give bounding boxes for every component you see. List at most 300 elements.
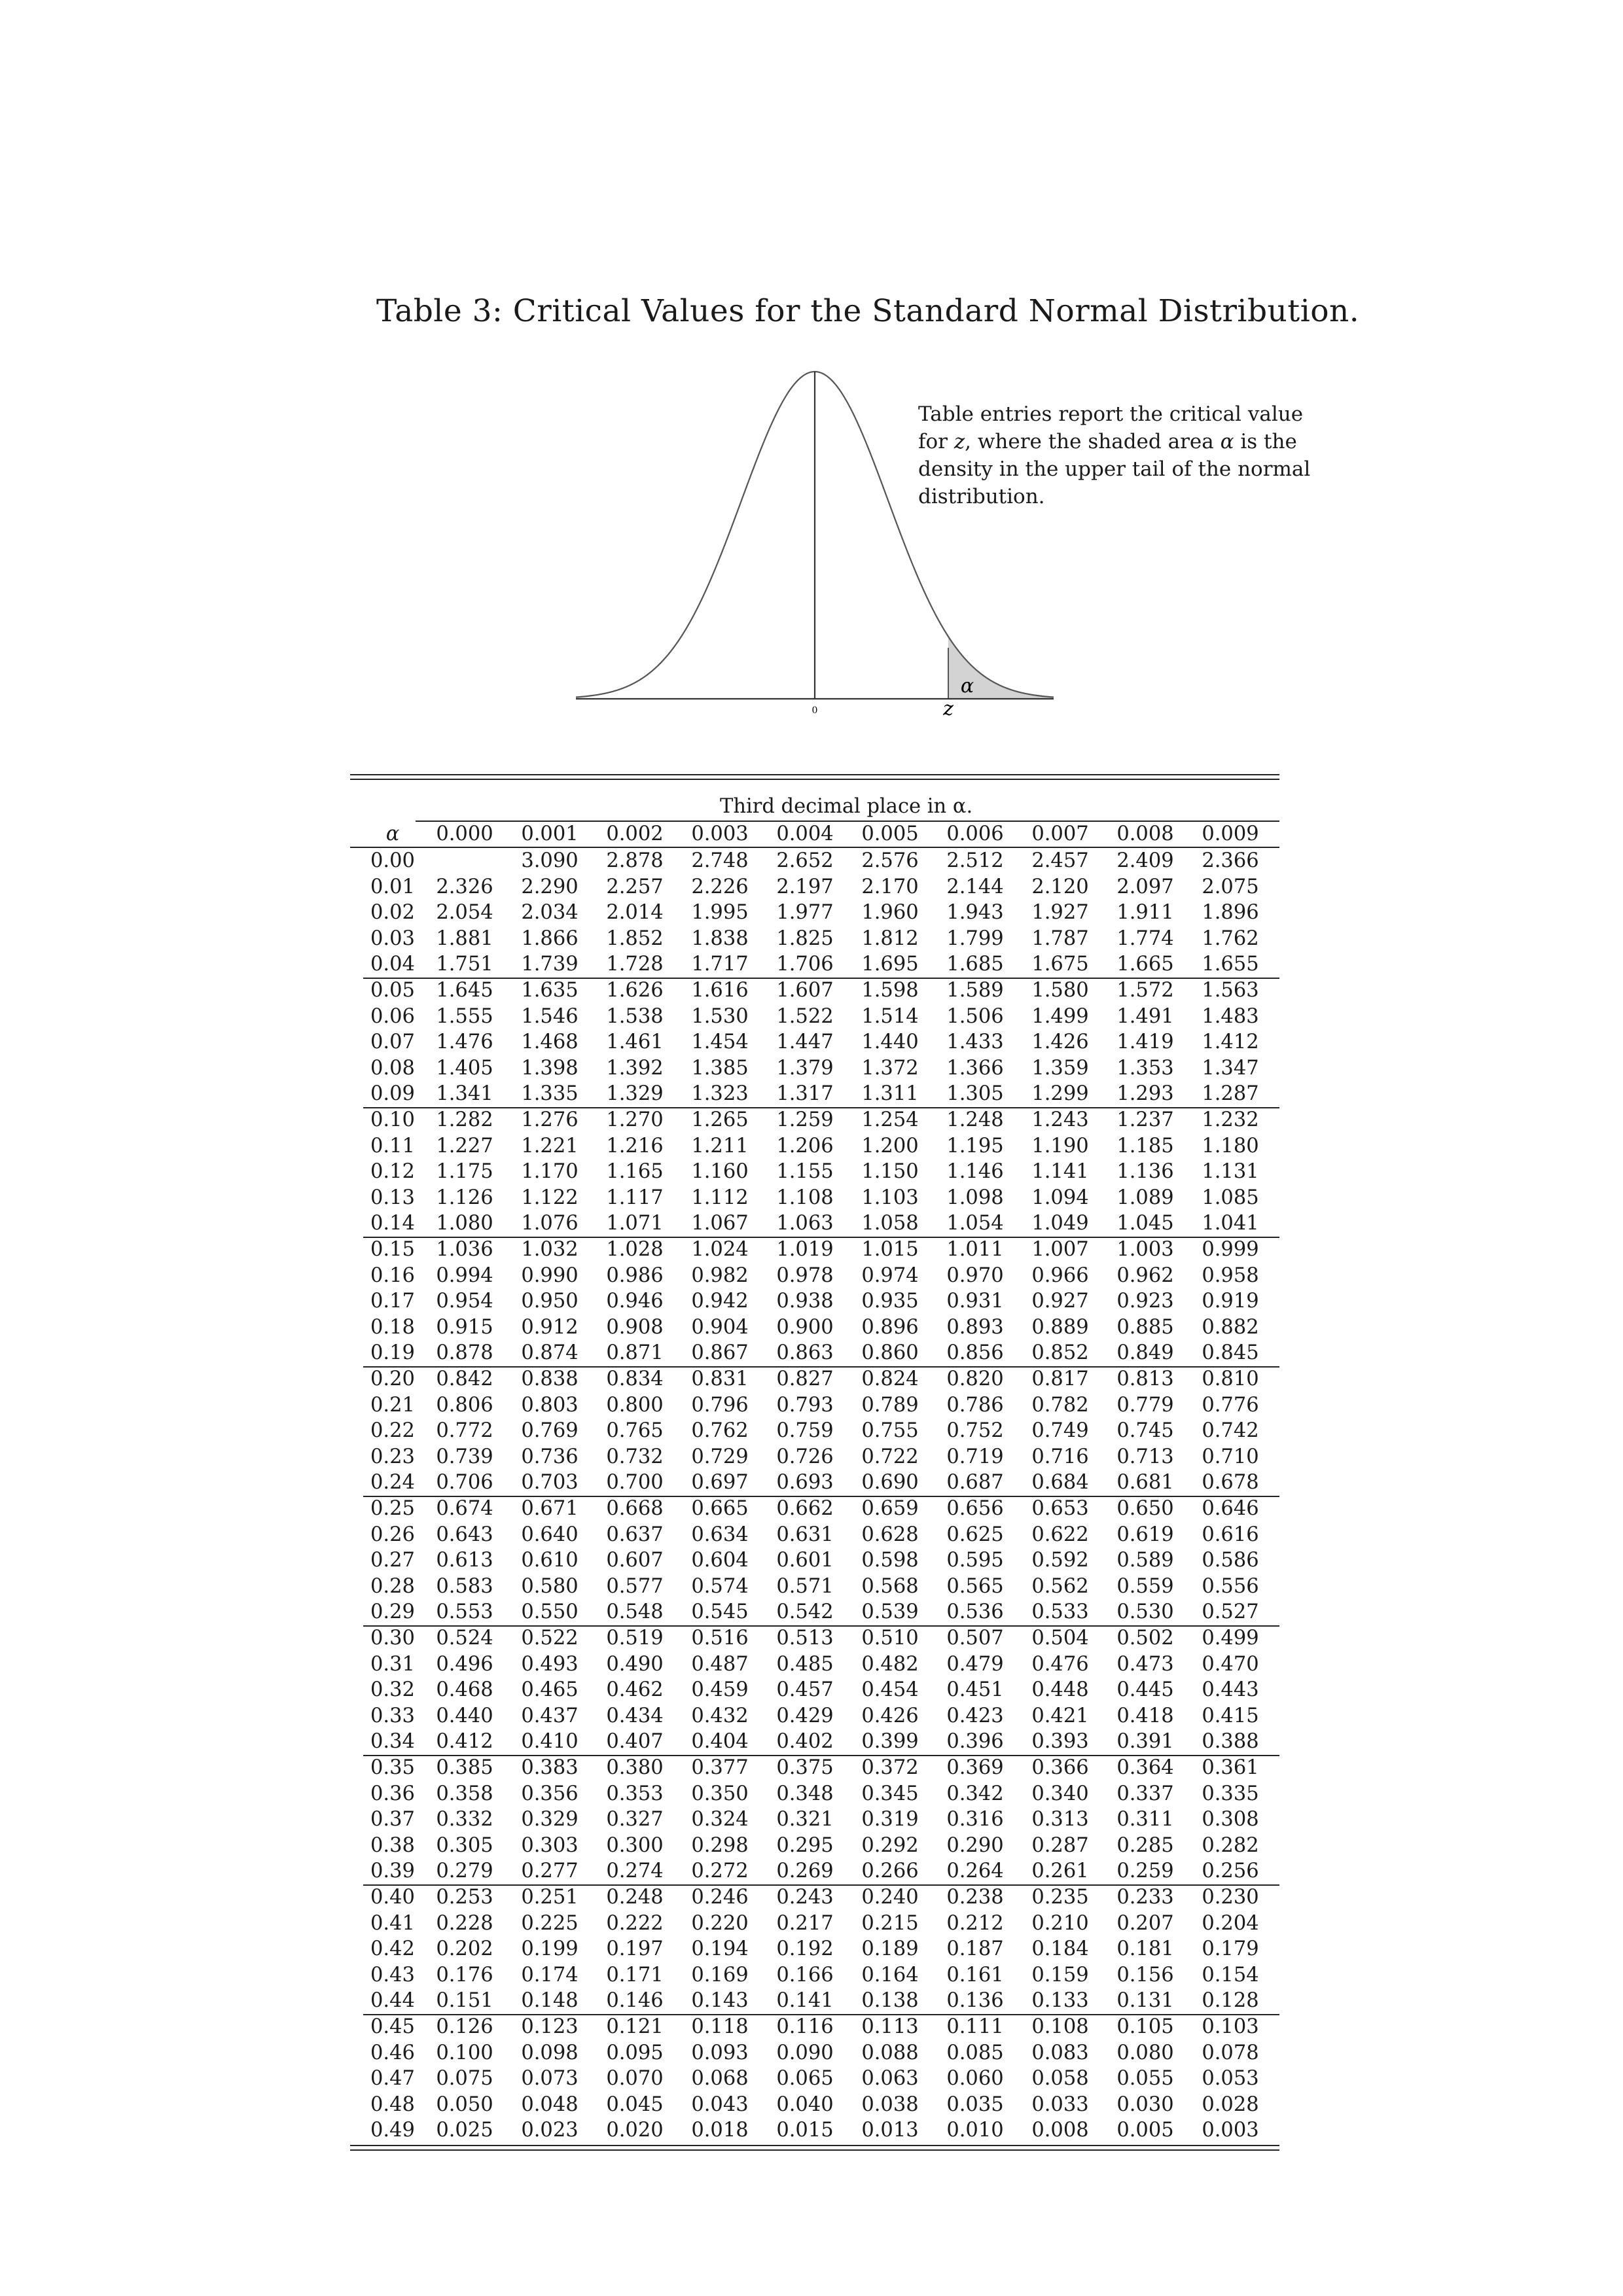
critical-value-cell: 0.316 [946,1808,1004,1831]
critical-value-cell: 1.036 [436,1238,493,1261]
alpha-value: 0.19 [370,1341,415,1365]
critical-value-cell: 0.235 [1031,1886,1089,1909]
critical-value-cell: 0.810 [1202,1368,1259,1390]
critical-value-cell: 0.055 [1116,2067,1174,2091]
critical-value-cell: 1.728 [606,953,664,976]
alpha-value: 0.10 [370,1108,415,1131]
critical-value-cell: 0.719 [946,1445,1004,1468]
critical-value-cell: 0.893 [946,1315,1004,1339]
critical-value-cell: 0.982 [691,1263,749,1287]
critical-value-cell: 0.565 [946,1574,1004,1598]
critical-value-cell: 0.507 [946,1627,1004,1650]
critical-value-cell: 0.634 [691,1523,749,1546]
critical-value-cell: 1.616 [691,979,749,1002]
critical-value-cell: 0.313 [1031,1808,1089,1831]
critical-value-cell: 1.076 [521,1212,579,1235]
critical-value-cell: 0.958 [1202,1263,1259,1287]
critical-value-cell: 0.319 [861,1808,919,1831]
critical-value-cell: 0.789 [861,1393,919,1417]
critical-value-cell: 2.409 [1116,849,1174,872]
alpha-value: 0.35 [370,1756,415,1779]
critical-value-cell: 0.502 [1116,1627,1174,1650]
critical-value-cell: 1.762 [1202,927,1259,950]
critical-value-cell: 0.625 [946,1523,1004,1546]
alpha-value: 0.08 [370,1056,415,1080]
critical-value-cell: 0.831 [691,1368,749,1390]
critical-value-cell: 0.693 [776,1471,834,1494]
critical-value-cell: 0.308 [1202,1808,1259,1831]
critical-value-cell: 0.116 [776,2015,834,2038]
critical-value-cell: 0.300 [606,1833,664,1857]
critical-value-cell: 0.269 [776,1860,834,1883]
critical-value-cell: 0.053 [1202,2067,1259,2091]
table-row [350,1884,1279,1910]
critical-value-cell: 0.174 [521,1963,579,1987]
critical-value-cell: 1.028 [606,1238,664,1261]
critical-value-cell: 0.426 [861,1704,919,1727]
critical-value-cell: 0.665 [691,1497,749,1520]
alpha-value: 0.38 [370,1833,415,1857]
critical-value-cell: 0.290 [946,1833,1004,1857]
critical-value-cell: 0.462 [606,1678,664,1702]
critical-value-cell: 0.671 [521,1497,579,1520]
critical-value-cell: 0.332 [436,1808,493,1831]
critical-value-cell: 0.856 [946,1341,1004,1365]
span-header: Third decimal place in α. [720,795,973,818]
critical-value-cell: 1.227 [436,1134,493,1157]
top-rule-inner [350,779,1279,780]
critical-value-cell: 1.024 [691,1238,749,1261]
critical-value-cell: 0.372 [861,1756,919,1779]
critical-value-cell: 0.443 [1202,1678,1259,1702]
critical-value-cell: 0.490 [606,1652,664,1676]
critical-value-cell: 0.348 [776,1782,834,1805]
table-row [350,900,1279,925]
alpha-value: 0.36 [370,1782,415,1805]
critical-value-cell: 0.519 [606,1627,664,1650]
critical-value-cell: 1.317 [776,1082,834,1106]
critical-value-cell: 0.003 [1202,2119,1259,2142]
alpha-column-header: α [385,822,400,845]
bottom-rule [350,2145,1279,2146]
critical-value-cell: 2.014 [606,901,664,925]
alpha-value: 0.06 [370,1004,415,1028]
column-header-4: 0.004 [776,822,834,845]
critical-value-cell: 1.372 [861,1056,919,1080]
critical-value-cell: 0.950 [521,1290,579,1313]
alpha-value: 0.39 [370,1860,415,1883]
critical-value-cell: 1.825 [776,927,834,950]
critical-value-cell: 0.105 [1116,2015,1174,2038]
critical-value-cell: 0.990 [521,1263,579,1287]
critical-value-cell: 0.915 [436,1315,493,1339]
critical-value-cell: 1.117 [606,1186,664,1209]
critical-value-cell: 0.423 [946,1704,1004,1727]
alpha-value: 0.22 [370,1419,415,1443]
critical-value-cell: 0.207 [1116,1911,1174,1935]
critical-value-cell: 0.364 [1116,1756,1174,1779]
table-row [350,1366,1279,1392]
critical-value-cell: 1.108 [776,1186,834,1209]
critical-value-cell: 1.447 [776,1031,834,1054]
critical-value-cell: 1.122 [521,1186,579,1209]
critical-value-cell: 0.228 [436,1911,493,1935]
column-header-8: 0.008 [1116,822,1174,845]
critical-value-cell: 0.863 [776,1341,834,1365]
critical-value-cell: 0.078 [1202,2041,1259,2064]
critical-value-cell: 0.553 [436,1600,493,1624]
alpha-value: 0.28 [370,1574,415,1598]
critical-value-cell: 2.075 [1202,875,1259,898]
critical-value-cell: 0.345 [861,1782,919,1805]
critical-value-cell: 0.938 [776,1290,834,1313]
alpha-value: 0.26 [370,1523,415,1546]
table-row [350,1496,1279,1521]
critical-value-cell: 0.169 [691,1963,749,1987]
table-row [350,2040,1279,2066]
critical-value-cell: 1.685 [946,953,1004,976]
critical-value-cell: 0.852 [1031,1341,1089,1365]
critical-value-cell: 1.089 [1116,1186,1174,1209]
alpha-value: 0.11 [370,1134,415,1157]
table-row [350,1418,1279,1443]
critical-value-cell: 0.253 [436,1886,493,1909]
critical-value-cell: 0.919 [1202,1290,1259,1313]
critical-value-cell: 0.912 [521,1315,579,1339]
table-row [350,1599,1279,1625]
table-row [350,1936,1279,1962]
zero-label: 0 [812,705,818,716]
critical-value-cell: 1.491 [1116,1004,1174,1028]
critical-value-cell: 0.187 [946,1937,1004,1961]
critical-value-cell: 0.075 [436,2067,493,2091]
alpha-value: 0.13 [370,1186,415,1209]
critical-value-cell: 1.379 [776,1056,834,1080]
critical-value-cell: 0.266 [861,1860,919,1883]
critical-value-cell: 1.299 [1031,1082,1089,1106]
critical-value-cell: 0.860 [861,1341,919,1365]
alpha-value: 0.29 [370,1600,415,1624]
critical-value-cell: 0.542 [776,1600,834,1624]
critical-value-cell: 0.690 [861,1471,919,1494]
critical-value-cell: 0.580 [521,1574,579,1598]
critical-value-cell: 1.353 [1116,1056,1174,1080]
table-row [350,874,1279,900]
critical-value-cell: 1.739 [521,953,579,976]
critical-value-cell: 0.827 [776,1368,834,1390]
critical-value-cell: 1.787 [1031,927,1089,950]
critical-value-cell: 2.170 [861,875,919,898]
critical-value-cell: 0.197 [606,1937,664,1961]
critical-value-cell: 0.598 [861,1549,919,1572]
alpha-value: 0.24 [370,1471,415,1494]
critical-value-cell: 1.243 [1031,1108,1089,1131]
critical-value-cell: 0.999 [1202,1238,1259,1261]
table-row [350,1755,1279,1780]
critical-value-cell: 0.008 [1031,2119,1089,2142]
critical-value-cell: 2.457 [1031,849,1089,872]
critical-value-cell: 0.662 [776,1497,834,1520]
critical-value-cell: 0.246 [691,1886,749,1909]
critical-value-cell: 1.852 [606,927,664,950]
critical-value-cell: 0.619 [1116,1523,1174,1546]
alpha-value: 0.44 [370,1989,415,2013]
critical-value-cell: 0.631 [776,1523,834,1546]
critical-value-cell: 0.005 [1116,2119,1174,2142]
table-row [350,951,1279,977]
critical-value-cell: 1.881 [436,927,493,950]
critical-value-cell: 1.838 [691,927,749,950]
critical-value-cell: 0.942 [691,1290,749,1313]
alpha-value: 0.33 [370,1704,415,1727]
critical-value-cell: 1.655 [1202,953,1259,976]
critical-value-cell: 0.970 [946,1263,1004,1287]
critical-value-cell: 0.653 [1031,1497,1089,1520]
table-row [350,1315,1279,1340]
table-row [350,1988,1279,2013]
critical-value-cell: 0.806 [436,1393,493,1417]
critical-value-cell: 0.786 [946,1393,1004,1417]
critical-value-cell: 1.675 [1031,953,1089,976]
alpha-value: 0.34 [370,1730,415,1754]
critical-value-cell: 0.225 [521,1911,579,1935]
critical-value-cell: 2.326 [436,875,493,898]
critical-value-cell: 1.580 [1031,979,1089,1002]
critical-value-cell: 0.287 [1031,1833,1089,1857]
critical-value-cell: 0.159 [1031,1963,1089,1987]
caption-line-3: density in the upper tail of the normal [918,457,1311,481]
critical-value-cell: 0.729 [691,1445,749,1468]
table-row [350,1133,1279,1159]
critical-value-cell: 2.054 [436,901,493,925]
critical-value-cell: 0.882 [1202,1315,1259,1339]
critical-value-cell: 1.136 [1116,1160,1174,1184]
critical-value-cell: 0.459 [691,1678,749,1702]
alpha-value: 0.40 [370,1886,415,1909]
critical-value-cell: 0.710 [1202,1445,1259,1468]
critical-value-cell: 0.589 [1116,1549,1174,1572]
critical-value-cell: 0.020 [606,2119,664,2142]
critical-value-cell: 0.085 [946,2041,1004,2064]
critical-value-cell: 0.562 [1031,1574,1089,1598]
critical-value-cell: 2.144 [946,875,1004,898]
critical-value-cell: 1.514 [861,1004,919,1028]
critical-value-cell: 0.138 [861,1989,919,2013]
critical-value-cell: 0.058 [1031,2067,1089,2091]
critical-value-cell: 0.834 [606,1368,664,1390]
critical-value-cell: 0.889 [1031,1315,1089,1339]
critical-value-cell: 1.155 [776,1160,834,1184]
critical-value-cell: 0.030 [1116,2093,1174,2116]
critical-value-cell: 1.398 [521,1056,579,1080]
critical-value-cell: 0.194 [691,1937,749,1961]
alpha-value: 0.21 [370,1393,415,1417]
critical-value-cell: 0.043 [691,2093,749,2116]
table-row [350,1288,1279,1314]
critical-value-cell: 0.697 [691,1471,749,1494]
critical-value-cell: 1.165 [606,1160,664,1184]
critical-value-cell: 1.007 [1031,1238,1089,1261]
critical-value-cell: 0.215 [861,1911,919,1935]
table-row [350,1029,1279,1055]
critical-value-cell: 1.103 [861,1186,919,1209]
critical-value-cell: 1.329 [606,1082,664,1106]
critical-value-cell: 0.358 [436,1782,493,1805]
critical-value-cell: 1.011 [946,1238,1004,1261]
critical-value-cell: 0.121 [606,2015,664,2038]
critical-value-cell: 0.703 [521,1471,579,1494]
critical-value-cell: 1.180 [1202,1134,1259,1157]
column-header-0: 0.000 [436,822,493,845]
critical-value-cell: 0.524 [436,1627,493,1650]
critical-value-cell: 0.755 [861,1419,919,1443]
critical-value-cell: 0.202 [436,1937,493,1961]
critical-value-cell: 0.659 [861,1497,919,1520]
critical-value-cell: 2.748 [691,849,749,872]
critical-value-cell: 0.148 [521,1989,579,2013]
critical-value-cell: 0.530 [1116,1600,1174,1624]
critical-value-cell: 0.487 [691,1652,749,1676]
critical-value-cell: 2.652 [776,849,834,872]
column-header-1: 0.001 [521,822,579,845]
critical-value-cell: 0.337 [1116,1782,1174,1805]
critical-value-cell: 0.954 [436,1290,493,1313]
critical-value-cell: 0.674 [436,1497,493,1520]
critical-value-cell: 1.211 [691,1134,749,1157]
critical-value-cell: 0.739 [436,1445,493,1468]
critical-value-cell: 1.751 [436,953,493,976]
critical-value-cell: 1.476 [436,1031,493,1054]
critical-value-cell: 1.866 [521,927,579,950]
critical-value-cell: 0.931 [946,1290,1004,1313]
table-row [350,1858,1279,1884]
critical-value-cell: 0.048 [521,2093,579,2116]
critical-value-cell: 0.093 [691,2041,749,2064]
top-rule [350,774,1279,775]
critical-value-cell: 2.366 [1202,849,1259,872]
table-row [350,1081,1279,1106]
critical-value-cell: 0.900 [776,1315,834,1339]
critical-value-cell: 2.120 [1031,875,1089,898]
critical-value-cell: 0.410 [521,1730,579,1754]
critical-value-cell: 0.063 [861,2067,919,2091]
critical-value-cell: 0.536 [946,1600,1004,1624]
critical-value-cell: 0.018 [691,2119,749,2142]
critical-value-cell: 0.782 [1031,1393,1089,1417]
critical-value-cell: 2.290 [521,875,579,898]
critical-value-cell: 1.426 [1031,1031,1089,1054]
critical-value-cell: 0.643 [436,1523,493,1546]
critical-value-cell: 0.656 [946,1497,1004,1520]
table-row [350,926,1279,951]
critical-value-cell: 0.040 [776,2093,834,2116]
critical-value-cell: 1.160 [691,1160,749,1184]
critical-value-cell: 0.650 [1116,1497,1174,1520]
critical-value-cell: 0.128 [1202,1989,1259,2013]
critical-value-cell: 0.874 [521,1341,579,1365]
critical-value-cell: 1.015 [861,1238,919,1261]
critical-value-cell: 0.189 [861,1937,919,1961]
critical-value-cell: 0.429 [776,1704,834,1727]
alpha-value: 0.15 [370,1238,415,1261]
column-header-6: 0.006 [946,822,1004,845]
alpha-value: 0.09 [370,1082,415,1106]
critical-value-cell: 0.878 [436,1341,493,1365]
critical-value-cell: 2.257 [606,875,664,898]
critical-value-cell: 1.433 [946,1031,1004,1054]
critical-value-cell: 0.800 [606,1393,664,1417]
alpha-value: 0.23 [370,1445,415,1468]
critical-value-cell: 0.136 [946,1989,1004,2013]
alpha-value: 0.12 [370,1160,415,1184]
critical-value-cell: 0.298 [691,1833,749,1857]
critical-value-cell: 0.335 [1202,1782,1259,1805]
critical-value-cell: 1.960 [861,901,919,925]
table-row [350,1263,1279,1288]
table-row [350,1185,1279,1210]
critical-value-cell: 1.665 [1116,953,1174,976]
critical-value-cell: 0.192 [776,1937,834,1961]
critical-value-cell: 0.499 [1202,1627,1259,1650]
critical-value-cell: 2.034 [521,901,579,925]
critical-value-cell: 1.131 [1202,1160,1259,1184]
critical-value-cell: 0.038 [861,2093,919,2116]
critical-value-cell: 0.448 [1031,1678,1089,1702]
critical-value-cell: 1.412 [1202,1031,1259,1054]
critical-value-cell: 0.510 [861,1627,919,1650]
critical-value-cell: 0.292 [861,1833,919,1857]
alpha-value: 0.20 [370,1368,415,1390]
critical-value-cell: 0.377 [691,1756,749,1779]
critical-value-cell: 0.803 [521,1393,579,1417]
critical-value-cell: 0.321 [776,1808,834,1831]
table-row [350,1004,1279,1029]
critical-value-cell: 0.817 [1031,1368,1089,1390]
critical-value-cell: 0.303 [521,1833,579,1857]
critical-value-cell: 0.437 [521,1704,579,1727]
critical-value-cell: 1.175 [436,1160,493,1184]
table-row [350,1781,1279,1807]
critical-value-cell: 0.015 [776,2119,834,2142]
critical-value-cell: 1.695 [861,953,919,976]
critical-value-cell: 0.607 [606,1549,664,1572]
critical-value-cell: 0.100 [436,2041,493,2064]
critical-value-cell: 1.774 [1116,927,1174,950]
column-header-5: 0.005 [861,822,919,845]
table-row [350,2014,1279,2040]
critical-value-cell: 1.003 [1116,1238,1174,1261]
critical-value-cell: 0.628 [861,1523,919,1546]
critical-value-cell: 1.499 [1031,1004,1089,1028]
alpha-value: 0.42 [370,1937,415,1961]
critical-value-cell: 0.418 [1116,1704,1174,1727]
critical-value-cell: 0.713 [1116,1445,1174,1468]
critical-value-cell: 0.935 [861,1290,919,1313]
critical-value-cell: 0.261 [1031,1860,1089,1883]
critical-value-cell: 1.170 [521,1160,579,1184]
critical-value-cell: 1.598 [861,979,919,1002]
critical-value-cell: 0.592 [1031,1549,1089,1572]
critical-value-cell: 0.098 [521,2041,579,2064]
critical-value-cell: 1.347 [1202,1056,1259,1080]
critical-value-cell: 1.185 [1116,1134,1174,1157]
critical-value-cell: 0.421 [1031,1704,1089,1727]
critical-value-cell: 1.323 [691,1082,749,1106]
table-row [350,1522,1279,1547]
critical-value-cell: 0.028 [1202,2093,1259,2116]
critical-value-cell: 1.085 [1202,1186,1259,1209]
critical-value-cell: 1.419 [1116,1031,1174,1054]
